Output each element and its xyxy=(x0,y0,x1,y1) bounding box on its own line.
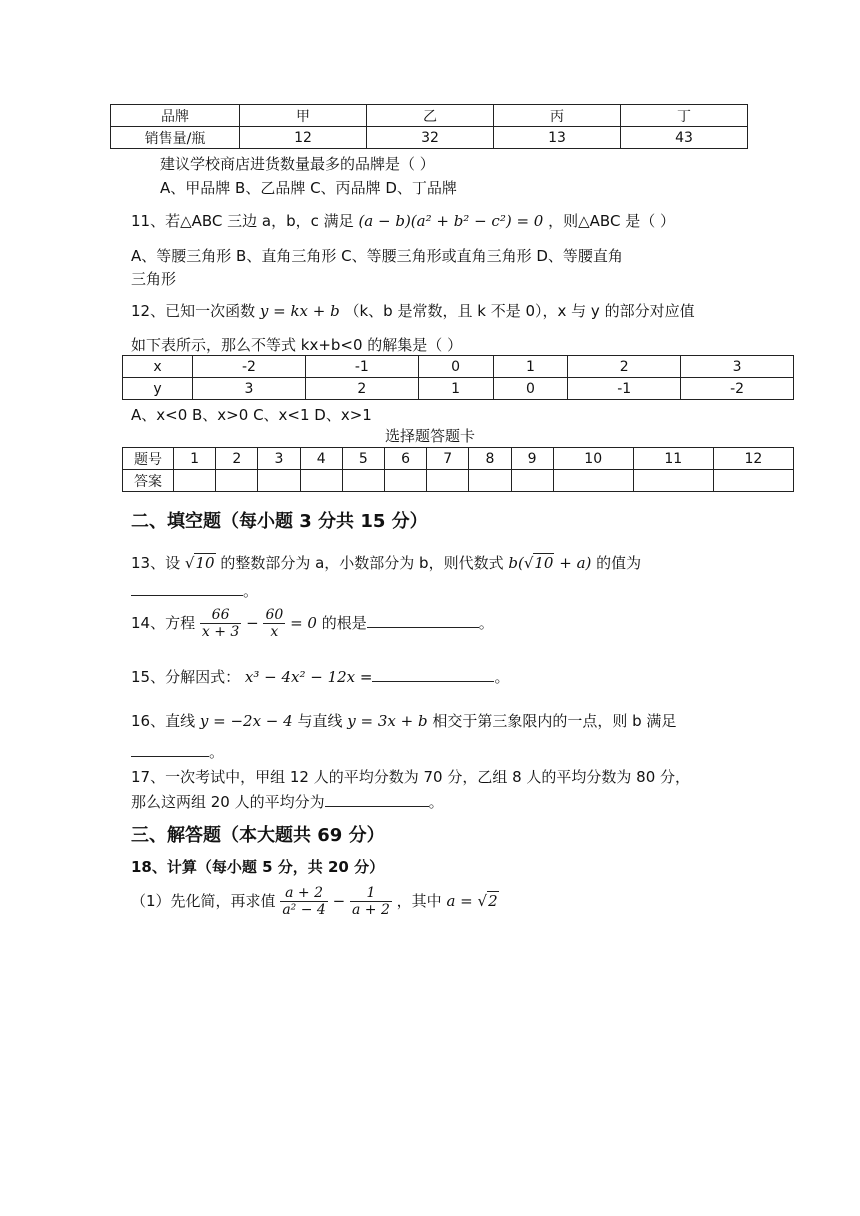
q12-formula: y = kx + b xyxy=(259,302,340,320)
table-cell: 4 xyxy=(300,448,342,470)
table-cell: 3 xyxy=(258,448,300,470)
q12-suffix: （k、b 是常数，且 k 不是 0），x 与 y 的部分对应值 xyxy=(344,302,695,320)
table-cell: y xyxy=(123,378,193,400)
equals-zero: = 0 xyxy=(290,614,317,632)
numerator: a + 2 xyxy=(280,885,328,902)
formula-part: + a) xyxy=(554,554,592,572)
q15-formula: x³ − 4x² − 12x xyxy=(244,668,356,686)
answer-blank[interactable] xyxy=(325,792,429,807)
table-row xyxy=(123,470,794,492)
q18-1-formula: a = √2 xyxy=(446,892,498,910)
table-cell: 品牌 xyxy=(111,105,240,127)
q12-stem xyxy=(131,300,695,321)
table-cell: 12 xyxy=(713,448,793,470)
answer-cell[interactable] xyxy=(633,470,713,492)
q12-prefix: 12、已知一次函数 xyxy=(131,302,256,320)
q12-options: A、x<0 B、x>0 C、x<1 D、x>1 xyxy=(131,406,372,424)
table-cell: 销售量/瓶 xyxy=(111,127,240,149)
answer-cell[interactable] xyxy=(713,470,793,492)
q11-stem xyxy=(131,210,675,231)
table-cell: 1 xyxy=(418,378,493,400)
sqrt-radicand: 10 xyxy=(195,554,215,572)
answer-card-table xyxy=(122,447,794,492)
q10-options: A、甲品牌 B、乙品牌 C、丙品牌 D、丁品牌 xyxy=(160,179,457,197)
section2-title: 二、填空题（每小题 3 分共 15 分） xyxy=(131,511,428,532)
q12-stem-line2: 如下表所示，那么不等式 kx+b<0 的解集是（ ） xyxy=(131,336,463,354)
table-cell: -1 xyxy=(568,378,681,400)
q13-answer-line xyxy=(131,580,258,601)
q11-prefix: 11、若△ABC 三边 a，b，c 满足 xyxy=(131,212,354,230)
q18-title: 18、计算（每小题 5 分，共 20 分） xyxy=(131,858,385,876)
fraction xyxy=(263,607,285,640)
table-cell: 乙 xyxy=(367,105,494,127)
answer-cell[interactable] xyxy=(300,470,342,492)
period: 。 xyxy=(494,668,510,686)
table-cell: 答案 xyxy=(123,470,174,492)
period: 。 xyxy=(428,793,444,811)
table-cell: 丁 xyxy=(621,105,748,127)
table-cell: 9 xyxy=(511,448,553,470)
q16-text: 16、直线 xyxy=(131,712,196,730)
table-cell: 2 xyxy=(305,378,418,400)
q11-options-line2: 三角形 xyxy=(131,270,177,288)
sqrt-radicand: 10 xyxy=(534,554,554,572)
q17-line1: 17、一次考试中，甲组 12 人的平均分数为 70 分，乙组 8 人的平均分数为 80 分， xyxy=(131,768,691,786)
q12-value-table xyxy=(122,355,794,400)
table-cell: 0 xyxy=(418,356,493,378)
table-row xyxy=(123,378,794,400)
answer-cell[interactable] xyxy=(342,470,384,492)
denominator: a + 2 xyxy=(351,902,390,918)
q13-text: 的整数部分为 a，小数部分为 b，则代数式 xyxy=(220,554,504,572)
answer-cell[interactable] xyxy=(258,470,300,492)
q14-text: 14、方程 xyxy=(131,614,196,632)
q14-text: 的根是 xyxy=(321,614,367,632)
table-cell: 7 xyxy=(427,448,469,470)
table-cell: 1 xyxy=(493,356,568,378)
equals-sign: = xyxy=(359,668,373,686)
table-cell: 8 xyxy=(469,448,511,470)
brand-sales-table xyxy=(110,104,748,149)
table-row xyxy=(111,105,748,127)
answer-cell[interactable] xyxy=(174,470,216,492)
q18-1-text: ，其中 xyxy=(396,892,442,910)
sqrt-expression: √10 xyxy=(184,554,215,572)
table-cell: 2 xyxy=(568,356,681,378)
answer-cell[interactable] xyxy=(384,470,426,492)
q13-stem xyxy=(131,552,641,573)
table-cell: 3 xyxy=(681,356,794,378)
formula-part: b( xyxy=(508,554,524,572)
q13-text: 13、设 xyxy=(131,554,181,572)
q15-text: 15、分解因式： xyxy=(131,668,241,686)
table-cell: 1 xyxy=(174,448,216,470)
table-cell: 5 xyxy=(342,448,384,470)
answer-cell[interactable] xyxy=(553,470,633,492)
q10-stem: 建议学校商店进货数量最多的品牌是（ ） xyxy=(160,155,435,173)
q16-formula: y = 3x + b xyxy=(347,712,428,730)
table-cell: 丙 xyxy=(494,105,621,127)
minus-sign: − xyxy=(246,614,259,632)
numerator: 60 xyxy=(265,607,284,623)
q16-text: 与直线 xyxy=(297,712,343,730)
answer-cell[interactable] xyxy=(216,470,258,492)
table-cell: 11 xyxy=(633,448,713,470)
q17-text: 那么这两组 20 人的平均分为 xyxy=(131,793,325,811)
answer-cell[interactable] xyxy=(469,470,511,492)
table-cell: -2 xyxy=(681,378,794,400)
section3-title: 三、解答题（本大题共 69 分） xyxy=(131,825,385,846)
table-cell: 6 xyxy=(384,448,426,470)
q16-formula: y = −2x − 4 xyxy=(199,712,293,730)
numerator: 66 xyxy=(200,607,241,624)
answer-blank[interactable] xyxy=(372,667,494,682)
fraction xyxy=(280,885,328,918)
table-row xyxy=(123,448,794,470)
answer-cell[interactable] xyxy=(427,470,469,492)
period: 。 xyxy=(243,582,259,600)
denominator: x + 3 xyxy=(201,624,240,640)
table-row xyxy=(123,356,794,378)
q13-text: 的值为 xyxy=(596,554,642,572)
table-row xyxy=(111,127,748,149)
fraction xyxy=(350,885,392,918)
q11-options-line1: A、等腰三角形 B、直角三角形 C、等腰三角形或直角三角形 D、等腰直角 xyxy=(131,247,623,265)
q18-1-text: （1）先化简，再求值 xyxy=(131,892,276,910)
table-cell: x xyxy=(123,356,193,378)
table-cell: 甲 xyxy=(240,105,367,127)
table-cell: 13 xyxy=(494,127,621,149)
formula-part: a = xyxy=(446,892,478,910)
table-cell: 3 xyxy=(193,378,306,400)
numerator: 1 xyxy=(350,885,392,902)
period: 。 xyxy=(478,614,494,632)
q16-text: 相交于第三象限内的一点，则 b 满足 xyxy=(432,712,677,730)
minus-sign: − xyxy=(332,892,346,910)
table-cell: -1 xyxy=(305,356,418,378)
table-cell: 12 xyxy=(240,127,367,149)
table-cell: 10 xyxy=(553,448,633,470)
q16-stem xyxy=(131,710,676,731)
answer-card-title: 选择题答题卡 xyxy=(384,427,475,445)
table-cell: 题号 xyxy=(123,448,174,470)
table-cell: -2 xyxy=(193,356,306,378)
period: 。 xyxy=(209,743,225,761)
q17-line2 xyxy=(131,791,444,812)
table-cell: 43 xyxy=(621,127,748,149)
answer-cell[interactable] xyxy=(511,470,553,492)
sqrt-radicand: 2 xyxy=(488,892,498,910)
q15-stem xyxy=(131,666,510,687)
q18-1-stem xyxy=(131,885,499,918)
q11-suffix: ，则△ABC 是（ ） xyxy=(548,212,675,230)
table-cell: 32 xyxy=(367,127,494,149)
q16-answer-line xyxy=(131,741,224,762)
denominator: x xyxy=(270,624,279,640)
q13-formula: b(√10 + a) xyxy=(508,554,592,572)
answer-blank[interactable] xyxy=(131,581,243,596)
denominator: a² − 4 xyxy=(282,902,326,918)
fraction xyxy=(200,607,241,640)
q11-formula: (a − b)(a² + b² − c²) = 0 xyxy=(358,212,544,230)
q14-stem xyxy=(131,607,494,640)
table-cell: 0 xyxy=(493,378,568,400)
table-cell: 2 xyxy=(216,448,258,470)
answer-blank[interactable] xyxy=(131,742,209,757)
answer-blank[interactable] xyxy=(367,613,479,628)
